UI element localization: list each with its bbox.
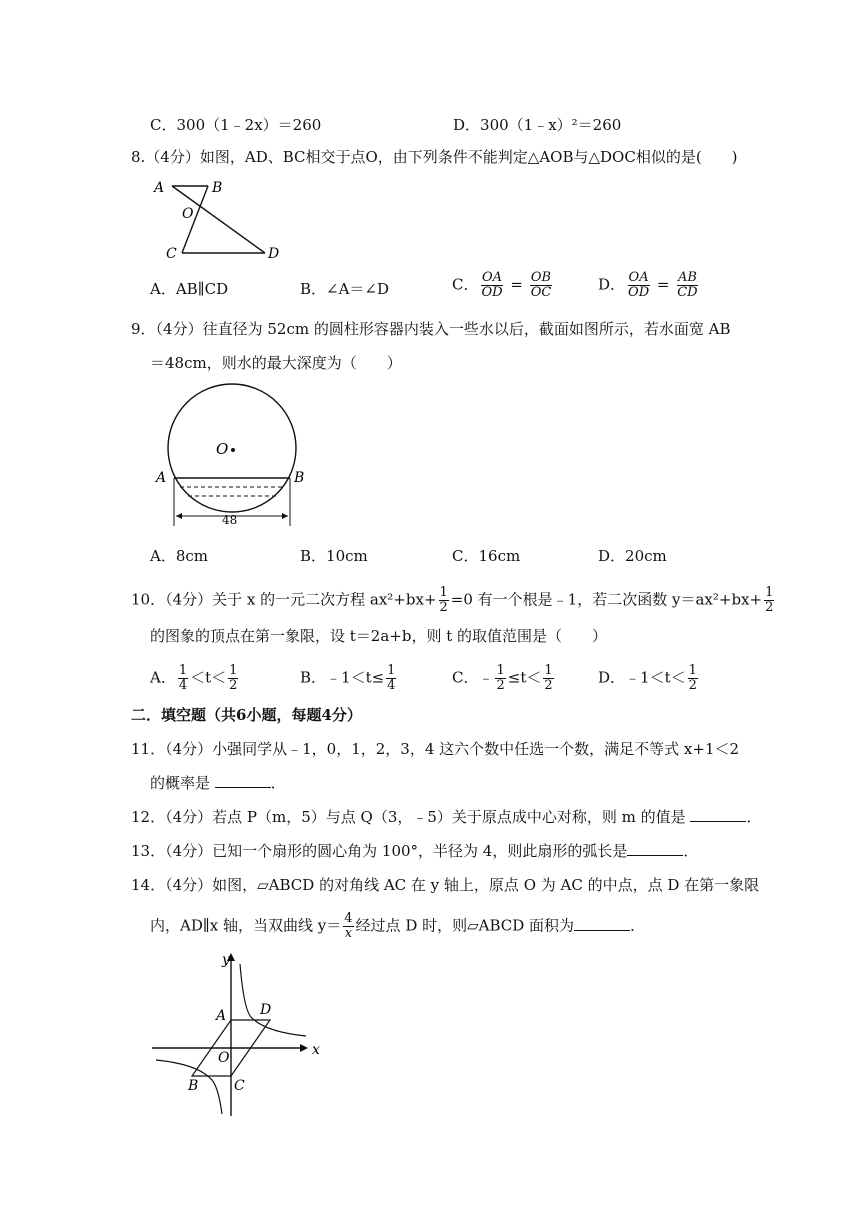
- q9-figure: [150, 380, 320, 530]
- q10-option-a: A． $\frac{1}{4}$ ＜t＜ $\frac{1}{2}$: [150, 663, 238, 693]
- q13-line: 13．（4分）已知一个扇形的圆心角为 100°，半径为 4，则此扇形的弧长是 ．: [131, 842, 699, 860]
- q8-label-a: A: [154, 180, 165, 196]
- q9-label-width: 48: [222, 513, 238, 527]
- q11-line1: 11．（4分）小强同学从﹣1，0，1，2，3，4 这六个数中任选一个数，满足不等式 x+1＜2: [131, 740, 740, 758]
- q8-label-o: O: [182, 206, 194, 222]
- q10-stem-line1: 10．（4分）关于 x 的一元二次方程 ax²+bx+ $\frac{1}{2}$ =0 有一个根是﹣1，若二次函数 y＝ax²+bx+ $\frac{1}{2}$: [131, 585, 774, 615]
- q9-option-a: A．8cm: [150, 547, 209, 565]
- q10-option-b: B．﹣1＜t≤ $\frac{1}{4}$: [300, 663, 396, 693]
- q10-option-d: D．﹣1＜t＜ $\frac{1}{2}$: [598, 663, 697, 693]
- section-2-heading: 二．填空题（共6小题，每题4分）: [131, 706, 362, 724]
- q10-option-c: C．﹣ $\frac{1}{2}$ ≤t＜ $\frac{1}{2}$: [452, 663, 553, 693]
- q12-line: 12．（4分）若点 P（m，5）与点 Q（3，﹣5）关于原点成中心对称，则 m 的值是 ．: [131, 808, 762, 826]
- q9-option-d: D．20cm: [598, 547, 667, 565]
- q9-stem-line2: ＝48cm，则水的最大深度为（ ）: [150, 354, 402, 372]
- q10-stem-line2: 的图象的顶点在第一象限，设 t＝2a+b，则 t 的取值范围是（ ）: [150, 627, 608, 645]
- q8-label-b: B: [212, 180, 223, 196]
- q9-label-o: O: [216, 440, 229, 458]
- q8-label-d: D: [268, 246, 280, 262]
- q14-label-o: O: [218, 1050, 230, 1066]
- q14-answer-blank[interactable]: [574, 916, 630, 931]
- q11-line2: 的概率是 ．: [150, 774, 286, 792]
- q14-figure: [148, 950, 348, 1120]
- q14-label-a: A: [216, 1008, 227, 1024]
- q8-stem: 8.（4分）如图，AD、BC相交于点O，由下列条件不能判定△AOB与△DOC相似的是( ): [131, 148, 738, 166]
- q7-option-c: C．300（1﹣2x）＝260: [150, 116, 322, 134]
- q9-option-b: B．10cm: [300, 547, 368, 565]
- q8-option-b: B．∠A＝∠D: [300, 280, 390, 298]
- q14-line1: 14．（4分）如图，▱ABCD 的对角线 AC 在 y 轴上，原点 O 为 AC 的中点，点 D 在第一象限: [131, 876, 760, 894]
- q11-answer-blank[interactable]: [215, 773, 271, 788]
- q9-option-c: C．16cm: [452, 547, 521, 565]
- q9-label-b: B: [294, 470, 305, 486]
- q8-option-c: C． $\frac{OA}{OD}$ = $\frac{OB}{OC}$: [452, 270, 552, 300]
- q8-option-a: A．AB∥CD: [150, 280, 229, 298]
- q8-figure: [150, 176, 290, 266]
- q14-line2: 内，AD∥x 轴，当双曲线 y＝ $\frac{4}{x}$ 经过点 D 时，则▱ABCD 面积为 ．: [150, 911, 646, 941]
- q7-option-d: D．300（1﹣x）²＝260: [453, 116, 622, 134]
- q14-label-d: D: [260, 1002, 272, 1018]
- q8-option-d: D． $\frac{OA}{OD}$ = $\frac{AB}{CD}$: [598, 270, 698, 300]
- q8-label-c: C: [166, 246, 177, 262]
- q9-stem-line1: 9．（4分）往直径为 52cm 的圆柱形容器内装入一些水以后，截面如图所示，若水面宽 AB: [131, 320, 731, 338]
- q14-label-b: B: [188, 1078, 199, 1094]
- q14-label-y: y: [222, 952, 230, 968]
- q13-answer-blank[interactable]: [627, 841, 683, 856]
- q9-label-a: A: [156, 470, 167, 486]
- q14-label-c: C: [234, 1078, 245, 1094]
- q14-label-x: x: [312, 1042, 320, 1058]
- q12-answer-blank[interactable]: [690, 807, 746, 822]
